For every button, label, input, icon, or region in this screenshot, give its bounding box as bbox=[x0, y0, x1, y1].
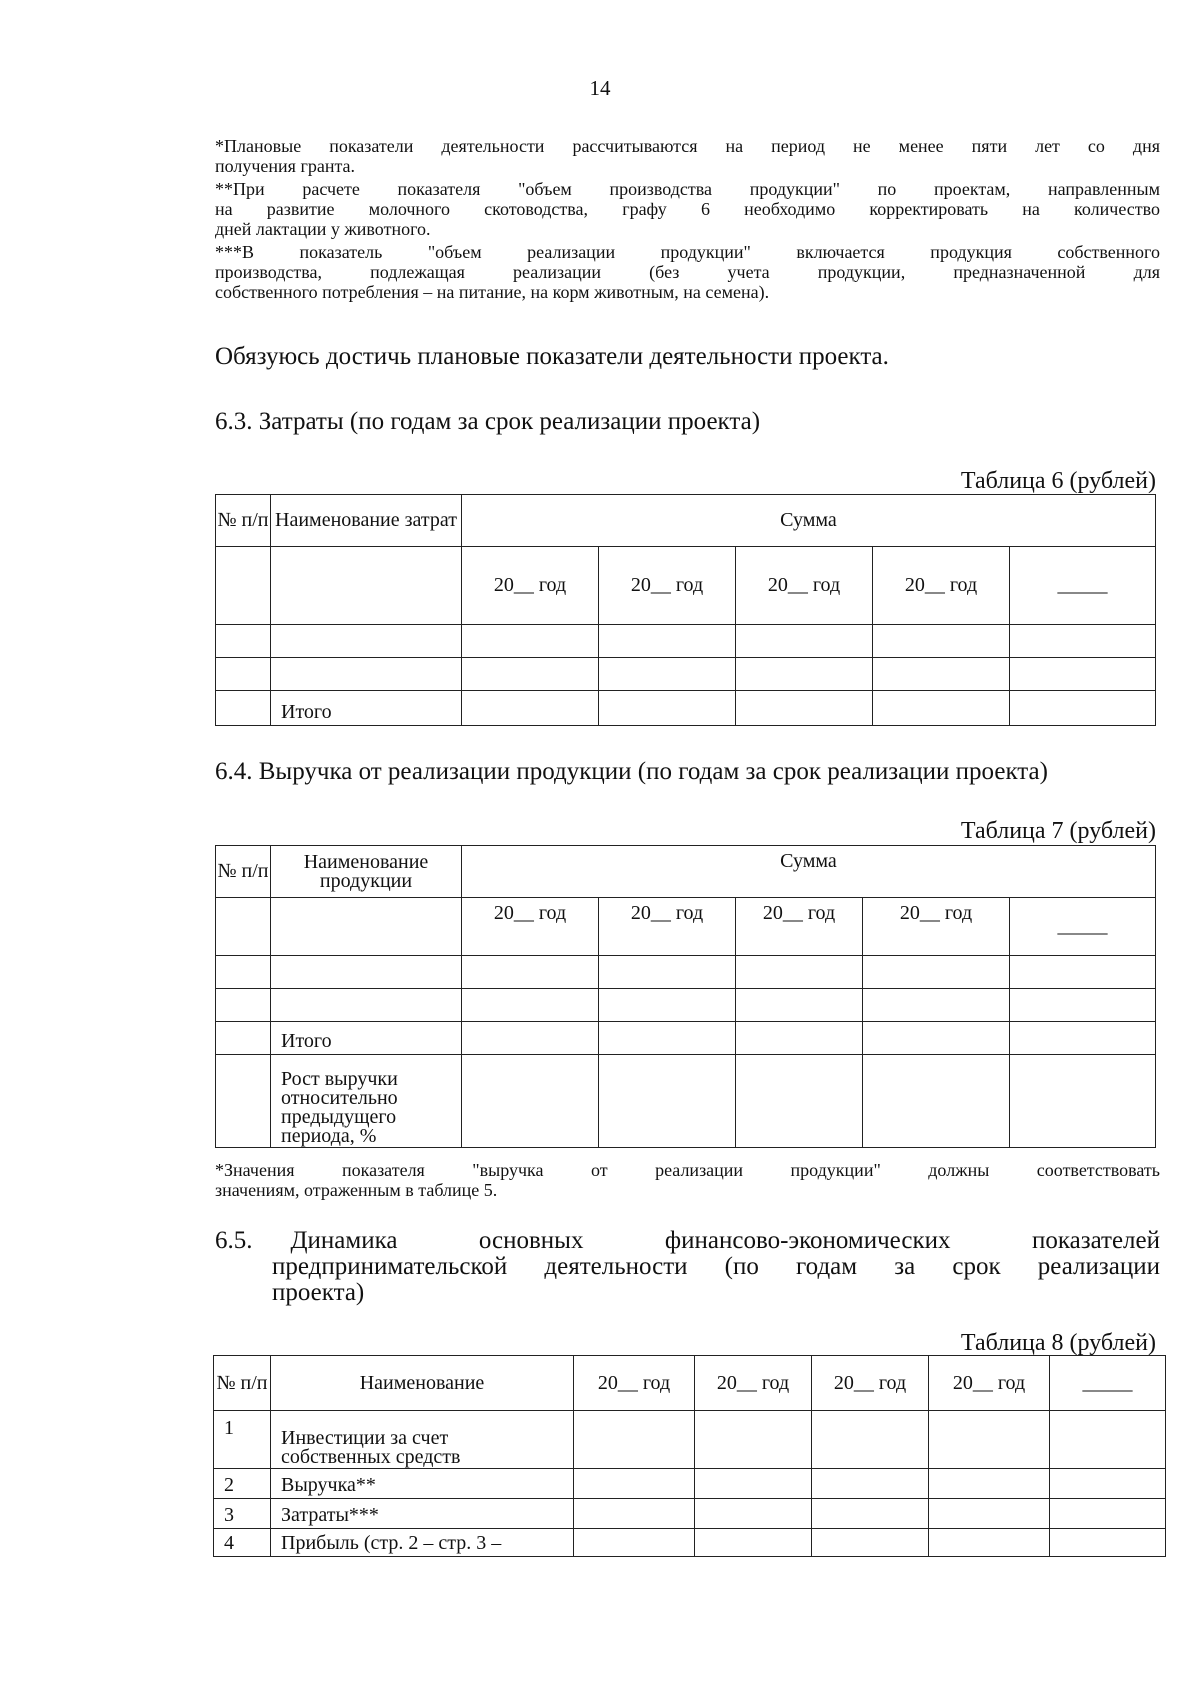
table-6-header-name: Наименование затрат bbox=[271, 495, 462, 547]
table-6-year-5: _____ bbox=[1010, 547, 1156, 625]
table-7-year-3: 20__ год bbox=[736, 898, 863, 956]
table-6-header-num: № п/п bbox=[216, 495, 271, 547]
table-6-header-sum: Сумма bbox=[462, 495, 1156, 547]
table-6-year-2: 20__ год bbox=[599, 547, 736, 625]
table-7-footnote-line-2: значениям, отраженным в таблице 5. bbox=[215, 1180, 498, 1200]
table-8-header-name: Наименование bbox=[271, 1356, 574, 1411]
note-1-line-1: *Плановые показатели деятельности рассчитываются на период не менее пяти лет со дня bbox=[215, 136, 1160, 156]
table-7-header-name: Наименование продукции bbox=[271, 846, 462, 898]
table-7-year-5: _____ bbox=[1010, 898, 1156, 956]
table-6-caption: Таблица 6 (рублей) bbox=[960, 468, 1156, 494]
note-3-line-2: производства, подлежащая реализации (без учета продукции, предназначенной для bbox=[215, 262, 1160, 282]
page-number: 14 bbox=[589, 76, 611, 100]
table-8-year-3: 20__ год bbox=[812, 1356, 929, 1411]
table-7-year-2: 20__ год bbox=[599, 898, 736, 956]
table-row bbox=[214, 1529, 1166, 1557]
table-8-year-5: _____ bbox=[1050, 1356, 1166, 1411]
table-7 bbox=[215, 845, 1156, 1148]
note-3-line-1: ***В показатель "объем реализации продукции" включается продукция собственного bbox=[215, 242, 1160, 262]
note-2-line-2: на развитие молочного скотоводства, графу 6 необходимо корректировать на количество bbox=[215, 199, 1160, 219]
note-3-line-3: собственного потребления – на питание, на корм животным, на семена). bbox=[215, 282, 770, 302]
section-6-5-title-line-2: предпринимательской деятельности (по годам за срок реализации bbox=[272, 1253, 1160, 1280]
table-7-growth-label: Рост выручки относительно предыдущего периода, % bbox=[271, 1055, 462, 1148]
note-1-line-2: получения гранта. bbox=[215, 156, 356, 176]
table-7-footnote-line-1: *Значения показателя "выручка от реализации продукции" должны соответствовать bbox=[215, 1160, 1160, 1180]
section-6-4-title: 6.4. Выручка от реализации продукции (по годам за срок реализации проекта) bbox=[215, 758, 1048, 785]
table-7-cell bbox=[216, 898, 271, 956]
table-7-year-4: 20__ год bbox=[863, 898, 1010, 956]
table-8-year-4: 20__ год bbox=[929, 1356, 1050, 1411]
table-8-row-3-num: 3 bbox=[214, 1499, 271, 1529]
note-2-line-1: **При расчете показателя "объем производства продукции" по проектам, направленным bbox=[215, 179, 1160, 199]
section-6-5-title bbox=[215, 1228, 1160, 1306]
section-6-3-title: 6.3. Затраты (по годам за срок реализации проекта) bbox=[215, 408, 761, 435]
table-7-total-label: Итого bbox=[271, 1022, 462, 1055]
section-6-5-number: 6.5. bbox=[215, 1227, 253, 1254]
table-6-year-4: 20__ год bbox=[873, 547, 1010, 625]
pledge-text: Обязуюсь достичь плановые показатели деятельности проекта. bbox=[215, 343, 889, 370]
table-6-total-label: Итого bbox=[271, 691, 462, 726]
table-row bbox=[214, 1469, 1166, 1499]
table-6-cell bbox=[271, 547, 462, 625]
table-8-row-3-name: Затраты*** bbox=[271, 1499, 574, 1529]
table-8-caption: Таблица 8 (рублей) bbox=[960, 1330, 1156, 1356]
table-6-year-3: 20__ год bbox=[736, 547, 873, 625]
table-8-row-2-num: 2 bbox=[214, 1469, 271, 1499]
table-6-cell bbox=[216, 547, 271, 625]
table-7-year-1: 20__ год bbox=[462, 898, 599, 956]
table-8-header-num: № п/п bbox=[214, 1356, 271, 1411]
table-8-row-1-num: 1 bbox=[214, 1411, 271, 1469]
table-7-cell bbox=[271, 898, 462, 956]
section-6-5-title-line-1: Динамика основных финансово-экономических показателей bbox=[290, 1227, 1160, 1254]
table-8-row-4-num: 4 bbox=[214, 1529, 271, 1557]
table-8-year-1: 20__ год bbox=[574, 1356, 695, 1411]
table-6-year-1: 20__ год bbox=[462, 547, 599, 625]
table-8-year-2: 20__ год bbox=[695, 1356, 812, 1411]
table-7-header-sum: Сумма bbox=[462, 846, 1156, 898]
table-8-row-1-name: Инвестиции за счет собственных средств bbox=[271, 1411, 574, 1469]
table-8-row-4-name: Прибыль (стр. 2 – стр. 3 – bbox=[271, 1529, 574, 1557]
table-6 bbox=[215, 494, 1156, 726]
note-2-line-3: дней лактации у животного. bbox=[215, 219, 431, 239]
table-row bbox=[214, 1499, 1166, 1529]
table-8-row-2-name: Выручка** bbox=[271, 1469, 574, 1499]
section-6-5-title-line-3: проекта) bbox=[272, 1279, 365, 1306]
table-7-header-num: № п/п bbox=[216, 846, 271, 898]
table-8 bbox=[213, 1355, 1166, 1557]
table-7-caption: Таблица 7 (рублей) bbox=[960, 818, 1156, 844]
table-row bbox=[214, 1411, 1166, 1469]
